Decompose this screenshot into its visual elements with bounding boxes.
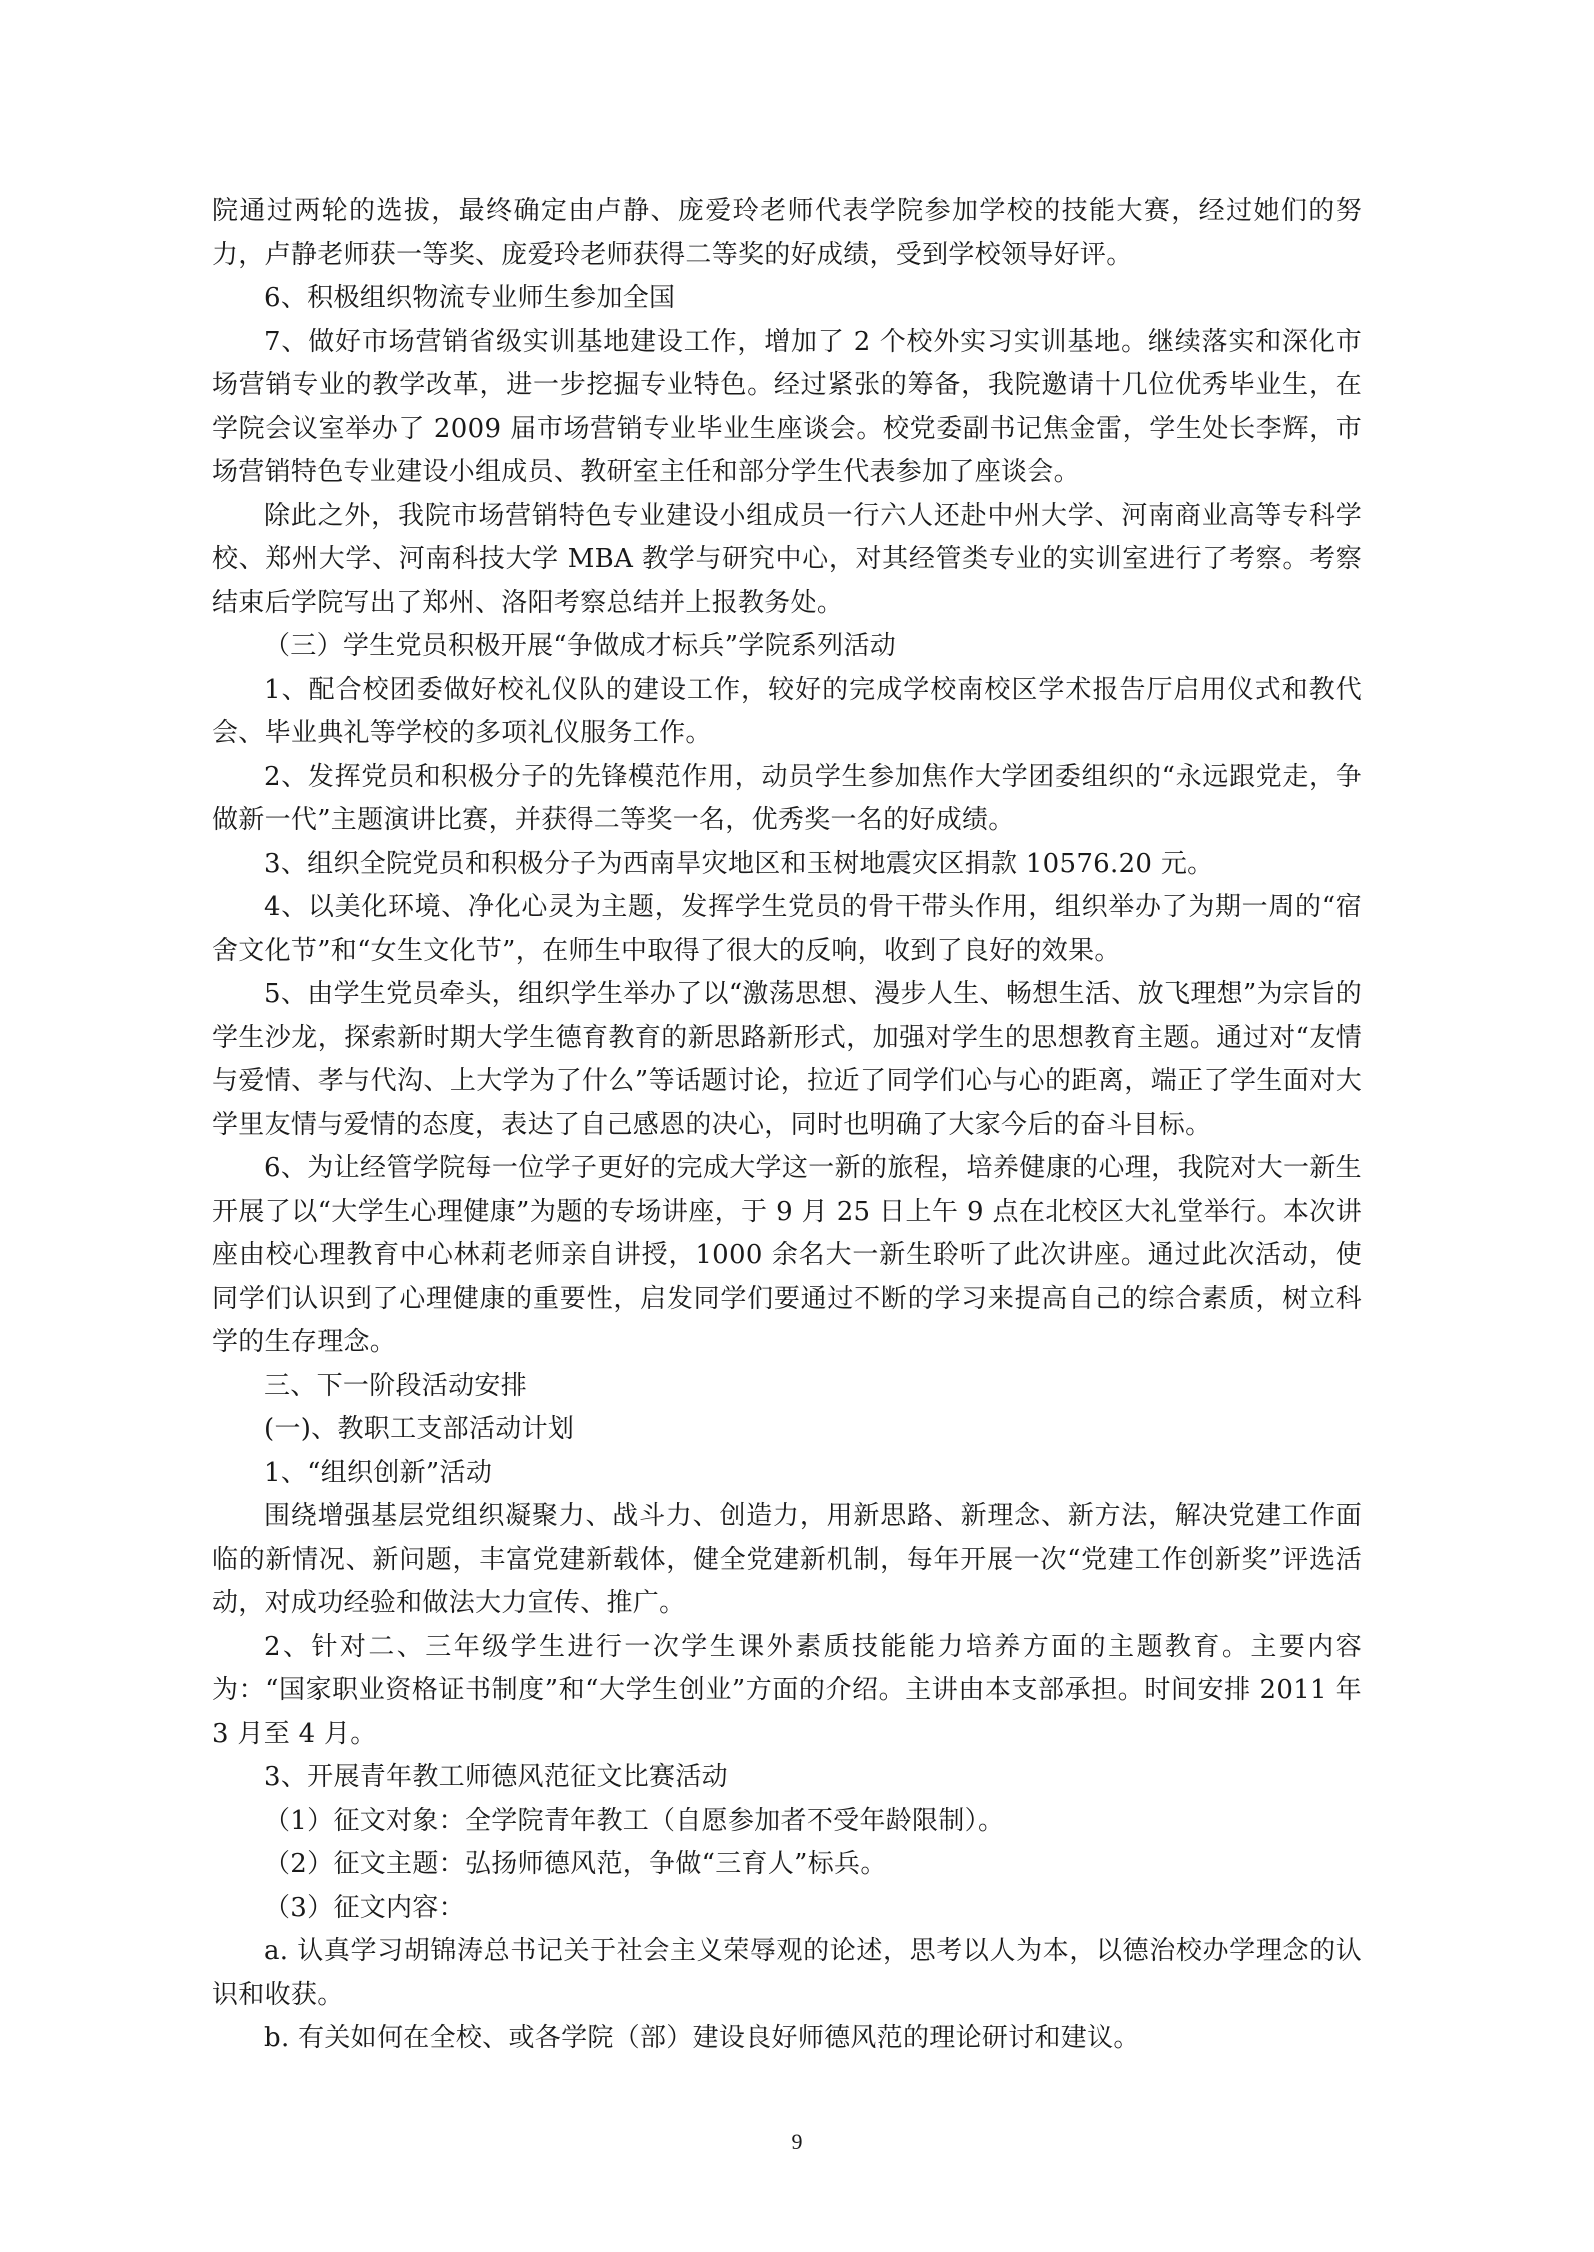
- paragraph: 院通过两轮的选拔，最终确定由卢静、庞爱玲老师代表学院参加学校的技能大赛，经过她们的努力，卢静老师获一等奖、庞爱玲老师获得二等奖的好成绩，受到学校领导好评。: [212, 196, 1362, 270]
- section-heading: （三）学生党员积极开展“争做成才标兵”学院系列活动: [264, 631, 897, 661]
- paragraph: （2）征文主题：弘扬师德风范，争做“三育人”标兵。: [264, 1849, 887, 1879]
- paragraph: （3）征文内容：: [264, 1892, 465, 1923]
- section-heading: 三、下一阶段活动安排: [264, 1370, 528, 1401]
- paragraph: 5、由学生党员牵头，组织学生举办了以“激荡思想、漫步人生、畅想生活、放飞理想”为宗旨的学生沙龙，探索新时期大学生德育教育的新思路新形式，加强对学生的思想教育主题。通过对“友情与爱情、孝与代沟、上大学为了什么”等话题讨论，拉近了同学们心与心的距离，端正了学生面对大学里友情与爱情的态度，表达了自己感恩的决心，同时也明确了大家今后的奋斗目标。: [212, 979, 1362, 1140]
- section-heading: 3、开展青年教工师德风范征文比赛活动: [264, 1762, 728, 1792]
- paragraph: 4、以美化环境、净化心灵为主题，发挥学生党员的骨干带头作用，组织举办了为期一周的“宿舍文化节”和“女生文化节”，在师生中取得了很大的反响，收到了良好的效果。: [212, 892, 1362, 966]
- paragraph: a. 认真学习胡锦涛总书记关于社会主义荣辱观的论述，思考以人为本，以德治校办学理念的认识和收获。: [212, 1936, 1362, 2010]
- section-heading: 1、“组织创新”活动: [264, 1457, 493, 1488]
- paragraph: （1）征文对象：全学院青年教工（自愿参加者不受年龄限制）。: [264, 1805, 1005, 1836]
- paragraph: 6、为让经管学院每一位学子更好的完成大学这一新的旅程，培养健康的心理，我院对大一新生开展了以“大学生心理健康”为题的专场讲座，于 9 月 25 日上午 9 点在北校区大礼堂举行。本次讲座由校心理教育中心林莉老师亲自讲授，1000 余名大一新生聆听了此次讲座。通过此次活动，使同学们认识到了心理健康的重要性，启发同学们要通过不断的学习来提高自己的综合素质，树立科学的生存理念。: [212, 1153, 1362, 1357]
- paragraph: 2、发挥党员和积极分子的先锋模范作用，动员学生参加焦作大学团委组织的“永远跟党走，争做新一代”主题演讲比赛，并获得二等奖一名，优秀奖一名的好成绩。: [212, 761, 1362, 835]
- section-heading: (一)、教职工支部活动计划: [264, 1414, 575, 1444]
- body-text: [212, 190, 1362, 2061]
- paragraph: 3、组织全院党员和积极分子为西南旱灾地区和玉树地震灾区捐款 10576.20 元。: [264, 848, 1214, 879]
- paragraph: 7、做好市场营销省级实训基地建设工作，增加了 2 个校外实习实训基地。继续落实和深化市场营销专业的教学改革，进一步挖掘专业特色。经过紧张的筹备，我院邀请十几位优秀毕业生，在学院会议室举办了 2009 届市场营销专业毕业生座谈会。校党委副书记焦金雷，学生处长李辉，市场营销特色专业建设小组成员、教研室主任和部分学生代表参加了座谈会。: [212, 326, 1362, 487]
- paragraph: 围绕增强基层党组织凝聚力、战斗力、创造力，用新思路、新理念、新方法，解决党建工作面临的新情况、新问题，丰富党建新载体，健全党建新机制，每年开展一次“党建工作创新奖”评选活动，对成功经验和做法大力宣传、推广。: [212, 1501, 1362, 1618]
- paragraph: 1、配合校团委做好校礼仪队的建设工作，较好的完成学校南校区学术报告厅启用仪式和教代会、毕业典礼等学校的多项礼仪服务工作。: [212, 674, 1362, 748]
- paragraph: b. 有关如何在全校、或各学院（部）建设良好师德风范的理论研讨和建议。: [264, 2023, 1140, 2053]
- paragraph: 6、积极组织物流专业师生参加全国: [264, 283, 676, 313]
- paragraph: 除此之外，我院市场营销特色专业建设小组成员一行六人还赴中州大学、河南商业高等专科学校、郑州大学、河南科技大学 MBA 教学与研究中心，对其经管类专业的实训室进行了考察。考察结束后学院写出了郑州、洛阳考察总结并上报教务处。: [212, 500, 1362, 618]
- paragraph: 2、针对二、三年级学生进行一次学生课外素质技能能力培养方面的主题教育。主要内容为：“国家职业资格证书制度”和“大学生创业”方面的介绍。主讲由本支部承担。时间安排 2011 年 3 月至 4 月。: [212, 1631, 1362, 1749]
- page-number: 9: [791, 2129, 803, 2154]
